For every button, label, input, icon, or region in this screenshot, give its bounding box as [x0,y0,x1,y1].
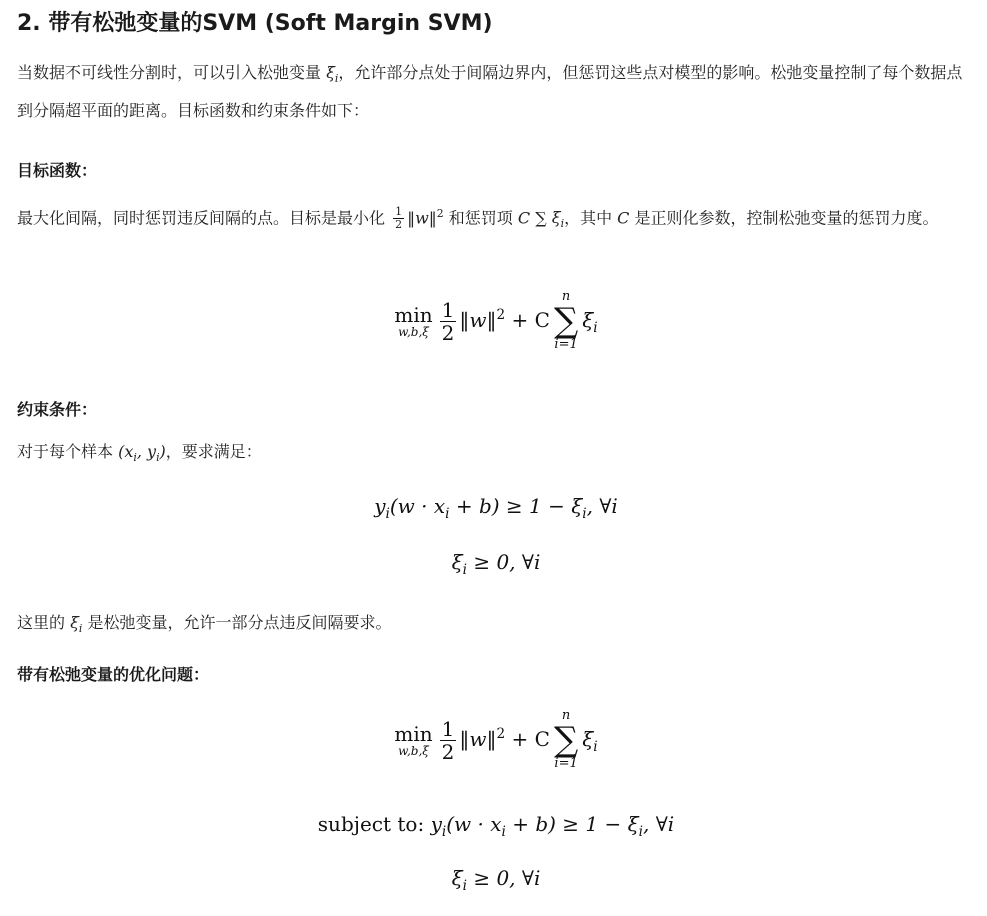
sum-operator: n ∑ i=1 [553,289,579,353]
half-fraction: $\frac{1}{2}$ [441,297,455,345]
min-operator: min w,b,ξ [394,721,433,758]
min-operator: min w,b,ξ [394,302,433,339]
slack-note: 这里的 $\xi_i$ 是松弛变量，允许一部分点违反间隔要求。 [17,613,392,636]
equation-opt-constraint-nonneg: $\xi_i \ge 0$, ∀i [451,866,541,894]
equation-opt-objective: min w,b,ξ $\frac{1}{2}$ ‖w‖$^2$ + C n ∑ i=1 $\xi_i$ [394,708,598,772]
sum-operator: n ∑ i=1 [553,708,579,772]
norm-w: ‖w‖ [407,208,437,228]
intro-text-1: 当数据不可线性分割时，可以引入松弛变量 [17,63,327,82]
equation-objective: min w,b,ξ $\frac{1}{2}$ ‖w‖$^2$ + C n ∑ i=1 $\xi_i$ [394,289,598,353]
half-fraction: $\frac{1}{2}$ [441,716,455,764]
half-fraction: $\frac{1}{2}$ [395,205,403,232]
equation-constraint-nonneg: $\xi_i \ge 0$, ∀i [451,550,541,578]
objective-paragraph: 最大化间隔，同时惩罚违反间隔的点。目标是最小化 $\frac{1}{2}$ ‖w‖$^2$ 和惩罚项 C ∑ $\xi_i$，其中 C 是正则化参数，控制松弛变量的惩罚力度。 [17,205,939,232]
equation-constraint-margin: $y_i(w \cdot x_i + b) \ge 1 - \xi_i$, ∀i [374,494,618,522]
xi-symbol: $\xi_i$ [326,63,339,86]
optimization-heading: 带有松弛变量的优化问题： [17,665,210,684]
sample-tuple: ($x_i$, $y_i$) [118,442,166,465]
constraint-paragraph: 对于每个样本 ($x_i$, $y_i$)，要求满足： [17,442,262,465]
constraint-heading: 约束条件： [17,400,98,419]
equation-opt-constraint-margin: subject to: $y_i(w \cdot x_i + b) \ge 1 - \xi_i$, ∀i [317,812,675,840]
intro-text-2: ，允许部分点处于间隔边界内，但惩罚这些点对模型的影响。松弛变量控制了每个数据点到分隔超平面的距离。目标函数和约束条件如下： [17,63,963,121]
section-title: 2. 带有松弛变量的SVM (Soft Margin SVM) [17,11,493,36]
sum-symbol: ∑ [535,208,547,228]
C-symbol: C [517,208,531,228]
intro-paragraph [17,57,975,127]
objective-heading: 目标函数： [17,161,98,180]
